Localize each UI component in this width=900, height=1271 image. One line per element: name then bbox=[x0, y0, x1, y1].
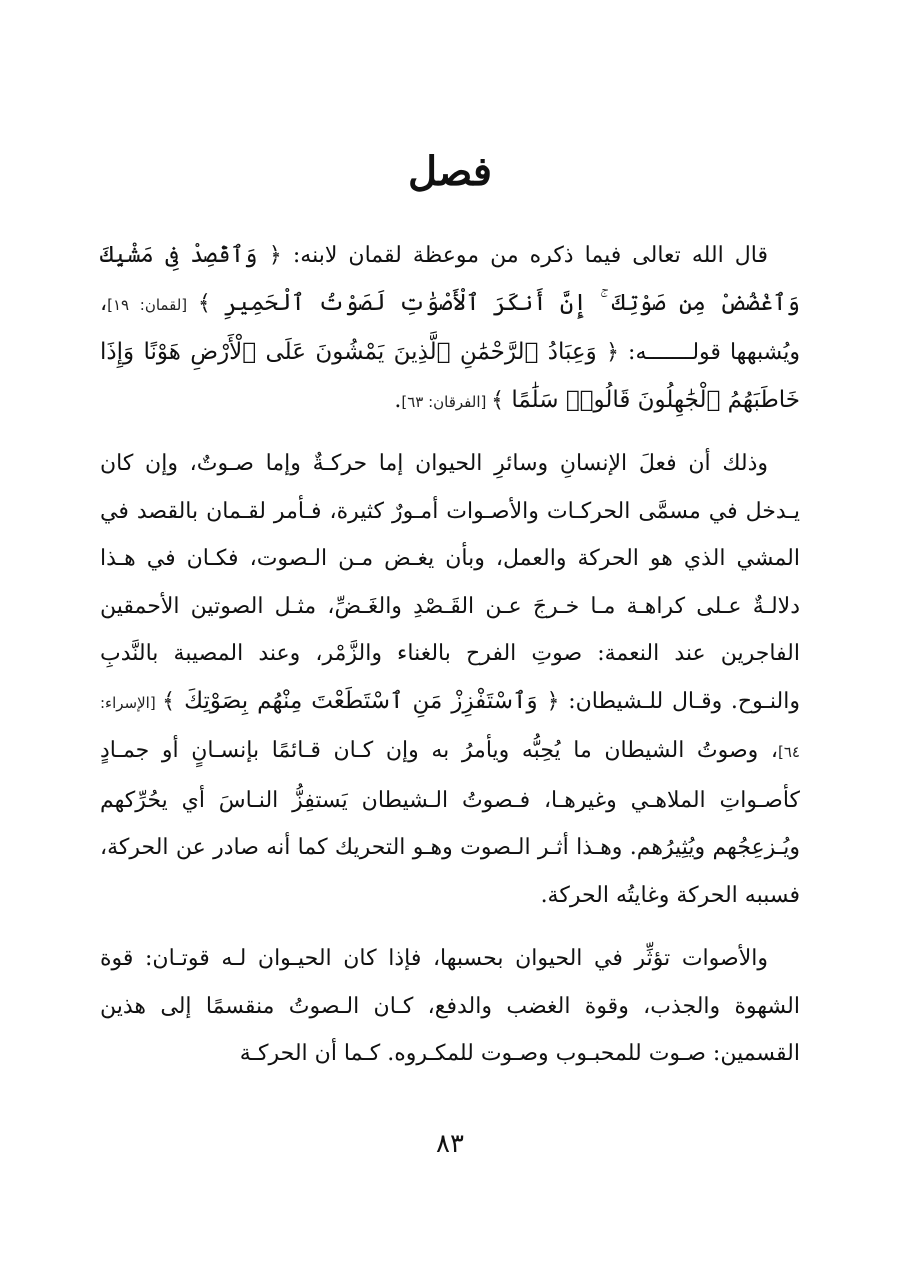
paragraph-1-intro: قال الله تعالى فيما ذكره من موعظة لقمان لابنه: bbox=[281, 243, 768, 268]
paragraph-1-end: . bbox=[394, 387, 402, 413]
verse-reference-isra: [الإسراء: ٦٤] bbox=[100, 693, 800, 761]
paragraph-2-text-2: ، وصوتُ الشيطان ما يُحِبُّه ويأمرُ به وإن كـان قـائمًا بإنسـانٍ أو جمـادٍ كأصـواتِ الملاهـي وغيرهـا، فـصوتُ الـشيطان يَستفِزُّ النـاسَ أي يحُرِّكهم ويُـزعِجُهم ويُثِيرُهم. وهـذا أثـر الـصوت وهـو التحريك كما أنه صادر عن الحركة، فسببه الحركة وغايتُه الحركة. bbox=[100, 738, 800, 908]
quran-verse-isra: وَٱسْتَفْزِزْ مَنِ ٱسْتَطَعْتَ مِنْهُم بِصَوْتِكَ bbox=[175, 687, 547, 714]
paragraph-2 bbox=[100, 440, 800, 919]
verse-close-bracket: ﴾ bbox=[162, 688, 176, 714]
verse-open-bracket: ﴿ bbox=[546, 688, 560, 714]
quran-verse-luqman: وَٱقْصِدْ فِى مَشْيِكَ وَٱغْضُضْ مِن صَوْتِكَ ۚ إِنَّ أَنكَرَ ٱلْأَصْوَٰتِ لَصَوْتُ ٱلْحَمِيرِ bbox=[100, 242, 801, 316]
quran-verse-furqan: وَعِبَادُ ٱلرَّحْمَٰنِ ٱلَّذِينَ يَمْشُونَ عَلَى ٱلْأَرْضِ هَوْنًا وَإِذَا خَاطَبَهُمُ ٱلْجَٰهِلُونَ قَالُوا۟ سَلَٰمًا bbox=[100, 339, 800, 413]
book-page bbox=[100, 0, 800, 1271]
chapter-title: فصل bbox=[407, 148, 493, 195]
verse-reference-furqan: [الفرقان: ٦٣] bbox=[401, 392, 492, 411]
paragraph-3 bbox=[100, 935, 800, 1078]
verse-reference-luqman: [لقمان: ١٩] bbox=[107, 295, 198, 314]
body-text bbox=[100, 232, 800, 1088]
verse-open-bracket: ﴿ bbox=[606, 340, 619, 365]
verse-open-bracket: ﴿ bbox=[268, 243, 282, 268]
verse-close-bracket: ﴾ bbox=[491, 387, 505, 413]
page-number: ٨٣ bbox=[436, 1129, 464, 1159]
verse-close-bracket: ﴾ bbox=[197, 290, 211, 316]
paragraph-1-mid: ، ويُشبهها قولـــــــه: bbox=[100, 290, 800, 365]
paragraph-2-text-1: وذلك أن فعلَ الإنسانِ وسائرِ الحيوان إما حركـةٌ وإما صـوتٌ، وإن كان يـدخل في مسمَّى الحركـات والأصـوات أمـورٌ كثيرة، فـأمر لقـمان بالقصد في المشي الذي هو الحركة والعمل، وبأن يغـض مـن الـصوت، فكـان في هـذا دلالـةٌ عـلى كراهـة مـا خـرجَ عـن القَـصْدِ والغَـضِّ، مثـل الصوتين الأحمقين الفاجرين عند النعمة: صوتِ الفرح بالغناء والزَّمْر، وعند المصيبة بالنَّدبِ والنـوح. وقـال للـشيطان: bbox=[100, 451, 800, 714]
paragraph-3-text: والأصوات تؤثِّر في الحيوان بحسبها، فإذا كان الحيـوان لـه قوتـان: قوة الشهوة والجذب، وقوة الغضب والدفع، كـان الـصوتُ منقسمًا إلى هذين القسمين: صـوت للمحبـوب وصـوت للمكـروه. كـما أن الحركـة bbox=[100, 946, 800, 1066]
paragraph-1 bbox=[100, 232, 800, 426]
